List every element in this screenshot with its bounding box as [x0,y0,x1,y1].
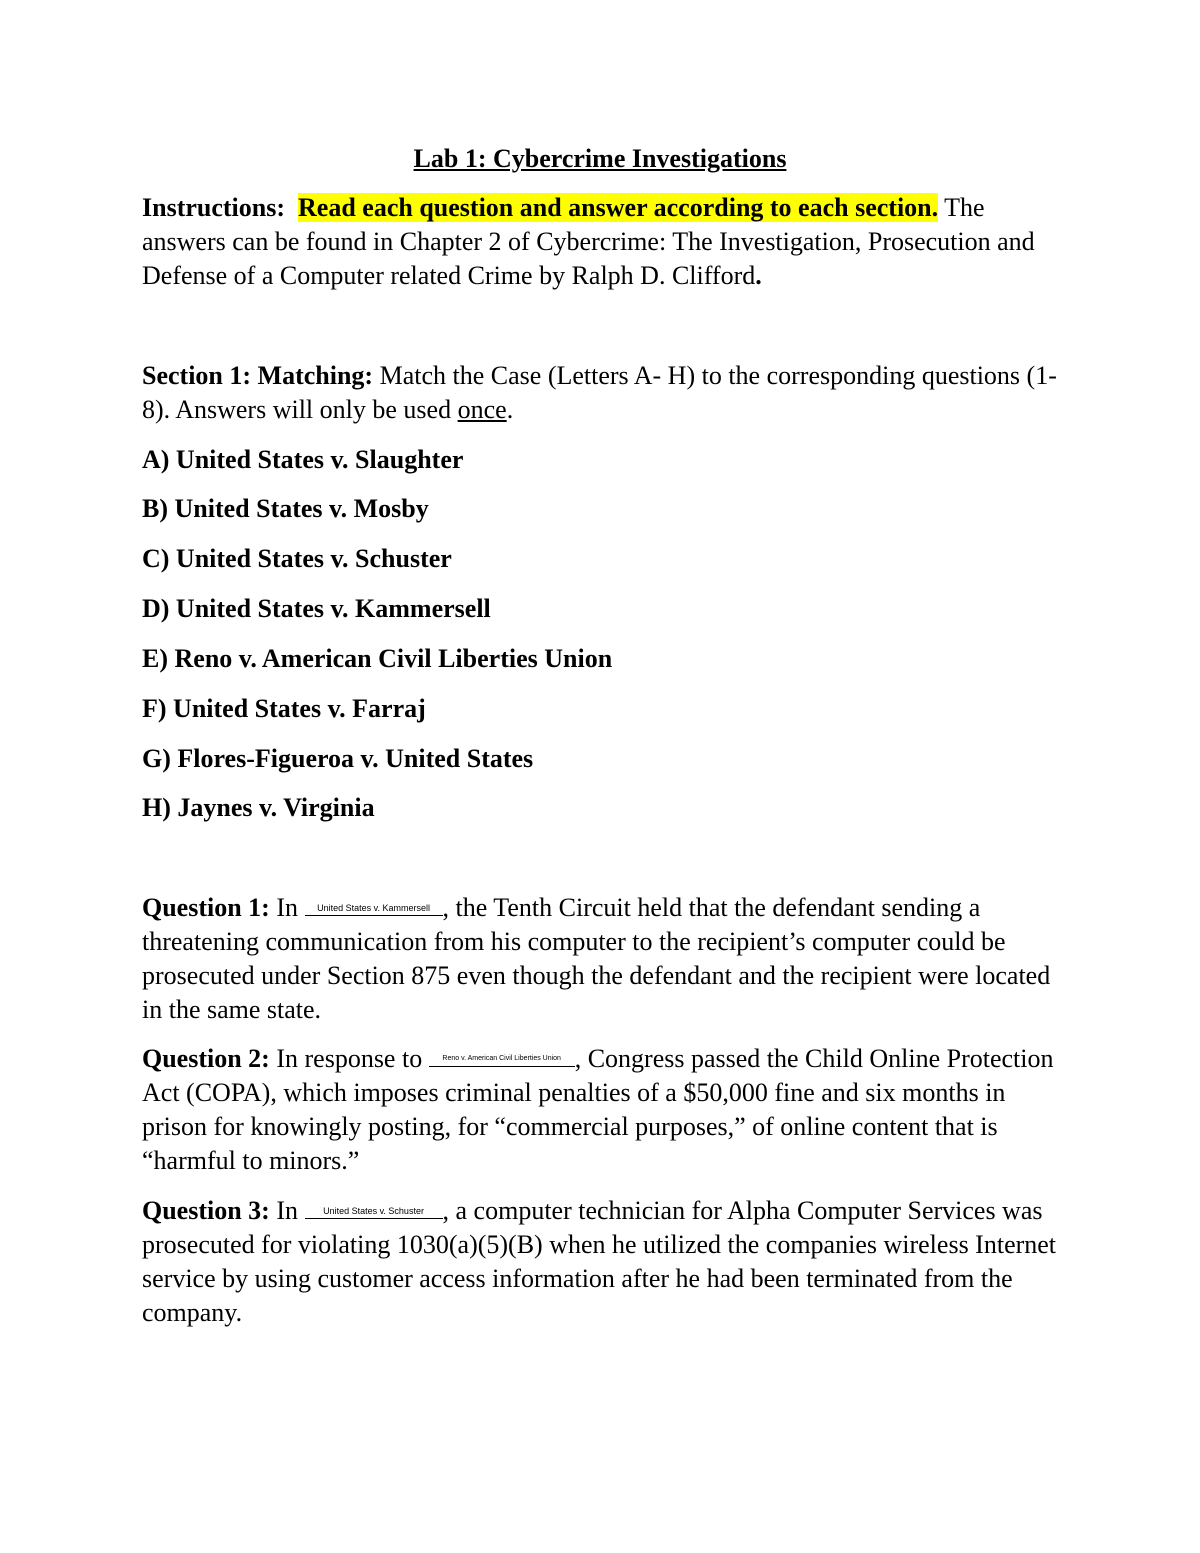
question-2-text-after: , Congress passed the Child Online Protection Act (COPA), which imposes criminal penalties of a $50,000 fine and six months in prison for knowingly posting, for “commercial purposes,” of online content that is “harmful to minors.” [142,1044,1054,1175]
question-3-label: Question 3: [142,1196,270,1225]
instructions-paragraph [142,191,1072,293]
case-item-a: A) United States v. Slaughter [142,445,464,474]
case-item-g: G) Flores-Figueroa v. United States [142,744,534,773]
case-item-c: C) United States v. Schuster [142,544,452,573]
section1-label: Section 1: Matching: [142,361,374,390]
question-2-label: Question 2: [142,1044,270,1073]
question-3-answer: United States v. Schuster [323,1206,424,1216]
section1-underlined-word: once [457,395,507,424]
section1-text-end: . [506,395,514,424]
question-2 [142,1042,1072,1178]
case-item-h: H) Jaynes v. Virginia [142,793,375,822]
case-item-f: F) United States v. Farraj [142,694,426,723]
question-1-label: Question 1: [142,893,270,922]
question-3-text-before: In [269,1196,305,1225]
case-item-d: D) United States v. Kammersell [142,594,491,623]
question-3-text-after: , a computer technician for Alpha Computer Services was prosecuted for violating 1030(a)(5)(B) when he utilized the companies wireless Internet service by using customer access information after he had been terminated from the company. [142,1196,1057,1327]
question-1-answer-field[interactable] [305,893,443,916]
question-1-text-before: In [269,893,305,922]
page-title: Lab 1: Cybercrime Investigations [413,144,787,173]
instructions-highlight: Read each question and answer according to each section. [298,193,939,222]
question-3-answer-field[interactable] [305,1196,443,1219]
case-item-e: E) Reno v. American Civil Liberties Union [142,644,613,673]
instructions-period: . [755,261,762,290]
instructions-text: The answers can be found in Chapter 2 of Cybercrime: The Investigation, Prosecution and Defense of a Computer related Crime by Ralph D. Clifford [142,193,1035,290]
instructions-label: Instructions: [142,193,286,222]
question-2-text-before: In response to [269,1044,429,1073]
question-1-answer: United States v. Kammersell [317,903,430,913]
question-1 [142,891,1072,1027]
section1-paragraph [142,359,1072,427]
question-1-text-after: , the Tenth Circuit held that the defendant sending a threatening communication from his computer to the recipient’s computer could be prosecuted under Section 875 even though the defendant and the recipient were located in the same state. [142,893,1051,1024]
question-2-answer-field[interactable] [429,1044,575,1067]
question-2-answer: Reno v. American Civil Liberties Union [442,1055,561,1062]
case-item-b: B) United States v. Mosby [142,494,429,523]
question-3 [142,1194,1072,1330]
section1-text: Match the Case (Letters A- H) to the corresponding questions (1-8). Answers will only be used [142,361,1057,424]
